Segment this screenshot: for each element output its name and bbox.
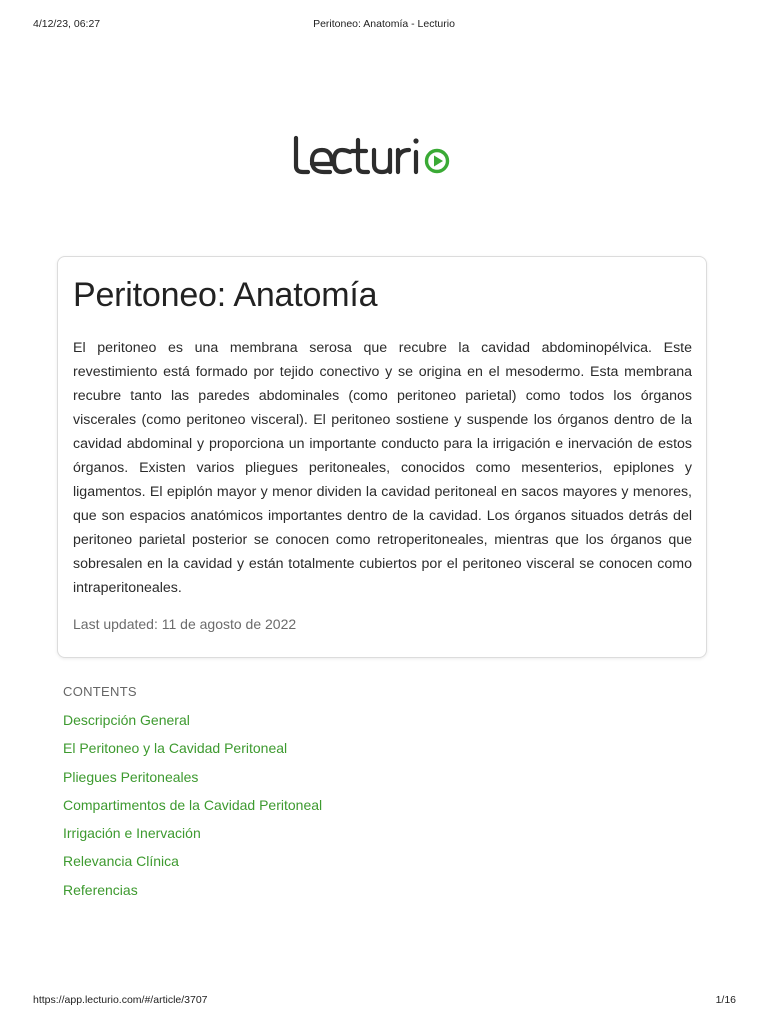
contents-link-peritoneo-cavidad[interactable]: El Peritoneo y la Cavidad Peritoneal xyxy=(63,740,288,757)
contents-list xyxy=(63,711,663,909)
table-of-contents xyxy=(63,684,663,909)
contents-link-irrigacion[interactable]: Irrigación e Inervación xyxy=(63,825,201,842)
print-page-number: 1/16 xyxy=(715,994,736,1006)
contents-item xyxy=(63,824,663,852)
last-updated-text: Last updated: 11 de agosto de 2022 xyxy=(73,616,297,632)
contents-link-compartimentos[interactable]: Compartimentos de la Cavidad Peritoneal xyxy=(63,796,323,813)
lecturio-logo-graphic xyxy=(292,130,476,182)
print-datetime: 4/12/23, 06:27 xyxy=(33,18,101,30)
print-page-title: Peritoneo: Anatomía - Lecturio xyxy=(313,18,455,30)
article-title: Peritoneo: Anatomía xyxy=(73,276,378,314)
contents-item xyxy=(63,881,663,909)
contents-item xyxy=(63,739,663,767)
article-summary-card xyxy=(57,256,707,658)
print-url: https://app.lecturio.com/#/article/3707 xyxy=(33,994,208,1006)
contents-item xyxy=(63,711,663,739)
lecturio-logo[interactable] xyxy=(0,128,768,184)
contents-link-descripcion-general[interactable]: Descripción General xyxy=(63,712,190,728)
contents-item xyxy=(63,768,663,796)
contents-link-relevancia-clinica[interactable]: Relevancia Clínica xyxy=(63,853,179,870)
contents-link-pliegues[interactable]: Pliegues Peritoneales xyxy=(63,768,199,785)
contents-heading: CONTENTS xyxy=(63,684,137,699)
contents-link-referencias[interactable]: Referencias xyxy=(63,881,138,898)
contents-item xyxy=(63,852,663,880)
print-footer xyxy=(0,994,768,1008)
contents-item xyxy=(63,796,663,824)
article-summary: El peritoneo es una membrana serosa que recubre la cavidad abdominopélvica. Este revestimiento está formado por tejido conectivo y se origina en el mesodermo. Esta membrana recubre tanto las paredes abdominales (como peritoneo parietal) como todos los órganos viscerales (como peritoneo visceral). El peritoneo sostiene y suspende los órganos dentro de la cavidad abdominal y proporciona un importante conducto para la irrigación e inervación de estos órganos. Existen varios pliegues peritoneales, conocidos como mesenterios, epiplones y ligamentos. El epiplón mayor y menor dividen la cavidad peritoneal en sacos mayores y menores, que son espacios anatómicos importantes dentro de la cavidad. Los órganos situados detrás del peritoneo parietal posterior se conocen como retroperitoneales, mientras que los órganos que sobresalen en la cavidad y están totalmente cubiertos por el peritoneo visceral se conocen como intraperitoneales. xyxy=(73,340,692,596)
print-header xyxy=(0,18,768,32)
